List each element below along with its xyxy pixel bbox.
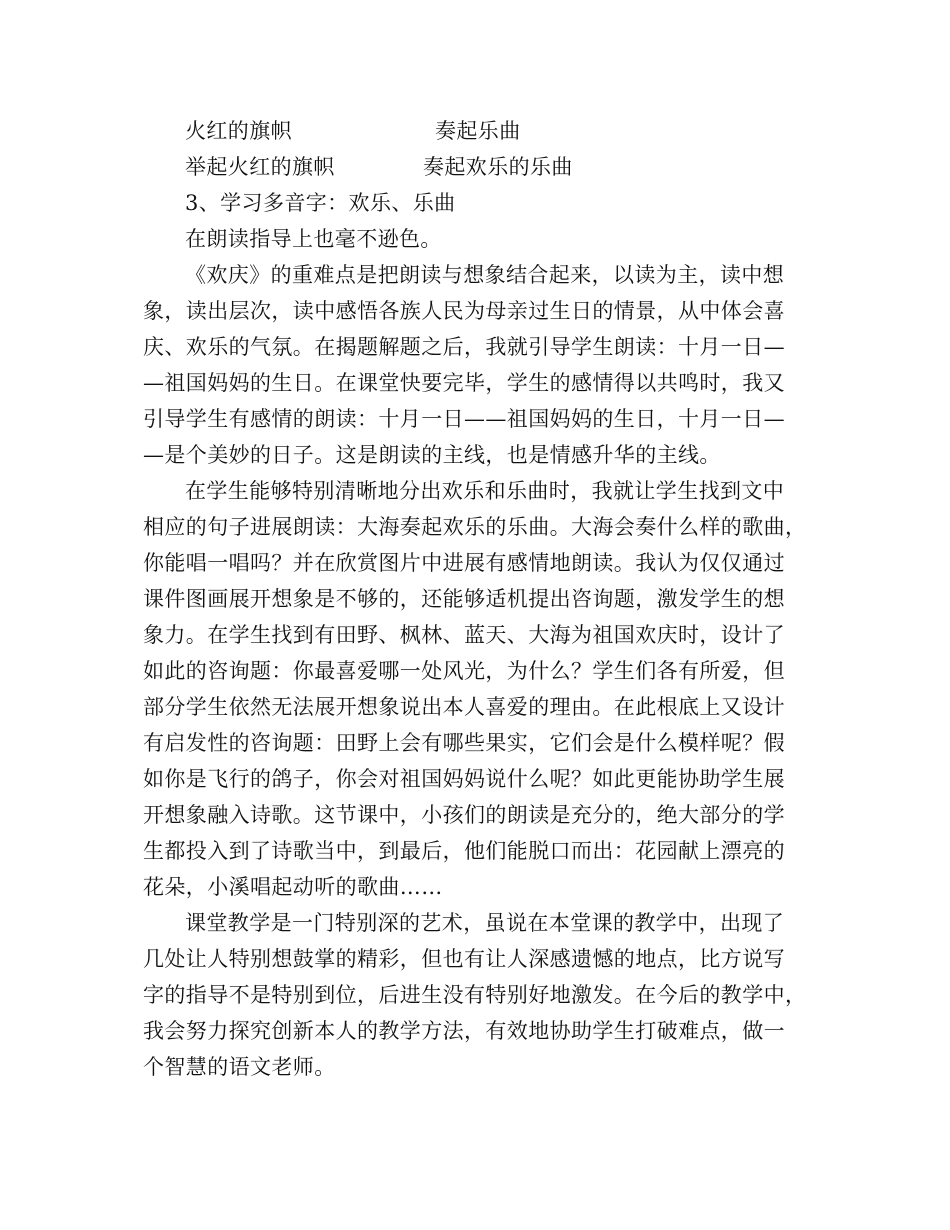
text-line: 象力。在学生找到有田野、枫林、蓝天、大海为祖国欢庆时，设计了 <box>143 623 785 647</box>
text-line: 《欢庆》的重难点是把朗读与想象结合起来，以读为主，读中想 <box>185 263 785 287</box>
text-line: —是个美妙的日子。这是朗读的主线，也是情感升华的主线。 <box>143 443 721 467</box>
phrase-pair-1 <box>143 113 813 149</box>
text-line: 相应的句子进展朗读：大海奏起欢乐的乐曲。大海会奏什么样的歌曲， <box>143 515 807 539</box>
text-line: 个智慧的语文老师。 <box>143 1055 336 1079</box>
phrase-left: 举起火红的旗帜 <box>185 155 335 179</box>
text-line: 如此的咨询题：你最喜爱哪一处风光，为什么？学生们各有所爱，但 <box>143 659 785 683</box>
text-line: 引导学生有感情的朗读：十月一日——祖国妈妈的生日，十月一日— <box>143 407 785 431</box>
phrase-right: 奏起欢乐的乐曲 <box>423 155 573 179</box>
text-line: 在学生能够特别清晰地分出欢乐和乐曲时，我就让学生找到文中 <box>185 479 785 503</box>
text-line: 花朵，小溪唱起动听的歌曲…… <box>143 875 443 899</box>
phrase-left: 火红的旗帜 <box>185 119 292 143</box>
text-line: 字的指导不是特别到位，后进生没有特别好地激发。在今后的教学中， <box>143 983 807 1007</box>
paragraph-2 <box>143 473 813 905</box>
text-line: 我会努力探究创新本人的教学方法，有效地协助学生打破难点，做一 <box>143 1019 785 1043</box>
list-item-3: 3、学习多音字：欢乐、乐曲 <box>185 191 456 215</box>
text-line: 课堂教学是一门特别深的艺术，虽说在本堂课的教学中，出现了 <box>185 911 785 935</box>
paragraph-1 <box>143 257 813 473</box>
text-line: 部分学生依然无法展开想象说出本人喜爱的理由。在此根底上又设计 <box>143 695 785 719</box>
section-lead-line: 在朗读指导上也毫不逊色。 <box>185 227 442 251</box>
phrase-pair-2 <box>143 149 813 185</box>
phrase-right: 奏起乐曲 <box>435 119 521 143</box>
text-line: 几处让人特别想鼓掌的精彩，但也有让人深感遗憾的地点，比方说写 <box>143 947 785 971</box>
text-line: 庆、欢乐的气氛。在揭题解题之后，我就引导学生朗读：十月一日— <box>143 335 785 359</box>
text-line: 如你是飞行的鸽子，你会对祖国妈妈说什么呢？如此更能协助学生展 <box>143 767 785 791</box>
paragraph-3 <box>143 905 813 1085</box>
text-line: 有启发性的咨询题：田野上会有哪些果实，它们会是什么模样呢？假 <box>143 731 785 755</box>
document-body <box>143 113 813 1085</box>
text-line: 生都投入到了诗歌当中，到最后，他们能脱口而出：花园献上漂亮的 <box>143 839 785 863</box>
text-line: 课件图画展开想象是不够的，还能够适机提出咨询题，激发学生的想 <box>143 587 785 611</box>
text-line: —祖国妈妈的生日。在课堂快要完毕，学生的感情得以共鸣时，我又 <box>143 371 785 395</box>
text-line: 象，读出层次，读中感悟各族人民为母亲过生日的情景，从中体会喜 <box>143 299 785 323</box>
text-line: 开想象融入诗歌。这节课中，小孩们的朗读是充分的，绝大部分的学 <box>143 803 785 827</box>
text-line: 你能唱一唱吗？并在欣赏图片中进展有感情地朗读。我认为仅仅通过 <box>143 551 785 575</box>
